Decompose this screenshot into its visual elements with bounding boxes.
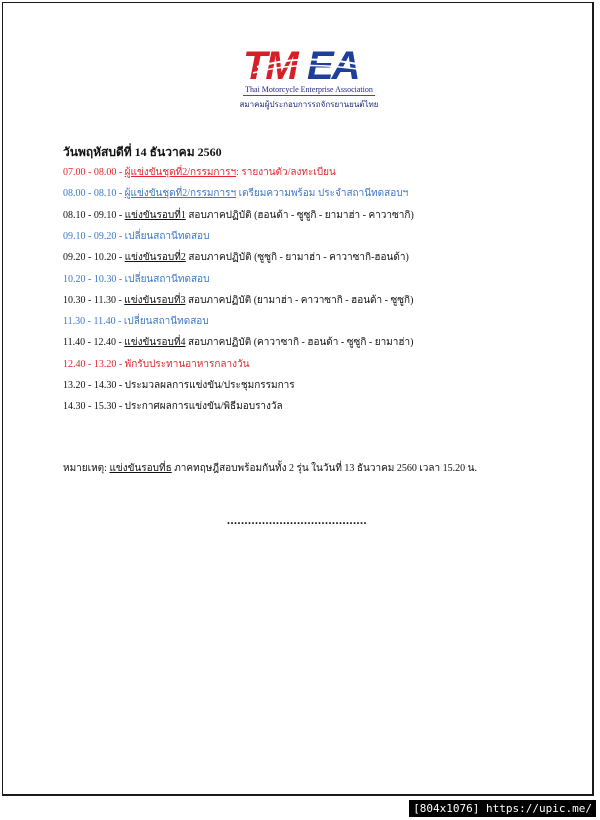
schedule-time: 14.30 - 15.30 - <box>63 401 125 413</box>
logo-thai-name: สมาคมผู้ประกอบการรถจักรยานยนต์ไทย <box>239 100 379 109</box>
note-link[interactable]: แข่งขันรอบที่ธ <box>109 463 172 474</box>
svg-text:TM: TM <box>243 44 297 85</box>
schedule-row <box>63 378 295 393</box>
schedule-link[interactable]: ผู้แข่งขันชุดที่2/กรรมการฯ <box>124 167 237 178</box>
schedule-row <box>63 335 413 350</box>
schedule-row <box>63 165 336 180</box>
schedule-time: 07.00 - 08.00 - <box>63 167 125 178</box>
schedule-description: พักรับประทานอาหารกลางวัน <box>124 358 250 370</box>
schedule-time: 12.40 - 13.20 - <box>63 358 125 370</box>
upic-watermark: [804x1076] https://upic.me/ <box>409 800 596 817</box>
schedule-description: เปลี่ยนสถานีทดสอบ <box>123 316 209 328</box>
schedule-link[interactable]: แข่งขันรอบที่4 <box>124 337 186 349</box>
schedule-row <box>63 250 409 265</box>
logo-divider <box>243 95 375 96</box>
schedule-description: เตรียมความพร้อม ประจำสถานีทดสอบฯ <box>236 188 409 200</box>
schedule-time: 08.00 - 08.10 - <box>63 188 125 200</box>
schedule-time: 09.10 - 09.20 - <box>63 230 125 242</box>
schedule-description: ประมวลผลการแข่งขัน/ประชุมกรรมการ <box>124 380 295 391</box>
tmea-logo-mark <box>243 43 375 85</box>
page-frame <box>2 2 594 796</box>
schedule-row <box>63 229 209 244</box>
schedule-description: ประกาศผลการแข่งขัน/พิธีมอบรางวัล <box>124 401 283 413</box>
date-heading: วันพฤหัสบดีที่ 14 ธันวาคม 2560 <box>63 145 222 159</box>
schedule-row <box>63 357 250 372</box>
schedule-description: สอบภาคปฏิบัติ (ยามาฮ่า - คาวาซากิ - ฮอนด้า - ซูซูกิ) <box>185 294 414 306</box>
schedule-time: 11.30 - 11.40 - <box>63 316 124 328</box>
note-text: ภาคทฤษฎีสอบพร้อมกันทั้ง 2 รุ่น ในวันที่ 13 ธันวาคม 2560 เวลา 15.20 น. <box>171 463 477 474</box>
schedule-time: 10.20 - 10.30 - <box>63 273 125 285</box>
schedule-description: : รายงานตัว/ลงทะเบียน <box>236 167 336 178</box>
schedule-link[interactable]: แข่งขันรอบที่3 <box>124 294 186 306</box>
schedule-description: เปลี่ยนสถานีทดสอบ <box>124 230 210 242</box>
schedule-time: 09.20 - 10.20 - <box>63 252 125 264</box>
schedule-time: 10.30 - 11.30 - <box>63 294 125 306</box>
schedule-description: สอบภาคปฏิบัติ (ซูซูกิ - ยามาฮ่า - คาวาซากิ-ฮอนด้า) <box>185 252 409 264</box>
logo-english-name: Thai Motorcycle Enterprise Association <box>245 85 373 94</box>
schedule-row <box>63 208 414 223</box>
schedule-description: สอบภาคปฏิบัติ (คาวาซากิ - ฮอนด้า - ซูซูกิ - ยามาฮ่า) <box>185 337 414 349</box>
schedule-row <box>63 272 209 287</box>
svg-text:EA: EA <box>307 44 359 85</box>
schedule-row <box>63 399 283 414</box>
schedule-row <box>63 293 413 308</box>
schedule-description: สอบภาคปฏิบัติ (ฮอนด้า - ซูซูกิ - ยามาฮ่า - คาวาซากิ) <box>185 209 414 221</box>
schedule-time: 08.10 - 09.10 - <box>63 209 125 221</box>
schedule-link[interactable]: แข่งขันรอบที่2 <box>124 252 186 264</box>
note-prefix: หมายเหตุ: <box>63 463 110 474</box>
schedule-time: 13.20 - 14.30 - <box>63 380 125 391</box>
schedule-row <box>63 314 209 329</box>
dotted-separator: ........................................ <box>227 513 367 527</box>
schedule-link[interactable]: ผู้แข่งขันชุดที่2/กรรมการฯ <box>124 188 237 200</box>
tmea-logo <box>239 43 379 111</box>
schedule-row <box>63 186 408 201</box>
schedule-time: 11.40 - 12.40 - <box>63 337 125 349</box>
schedule-description: เปลี่ยนสถานีทดสอบ <box>124 273 210 285</box>
note <box>63 461 477 476</box>
schedule-link[interactable]: แข่งขันรอบที่1 <box>124 209 186 221</box>
